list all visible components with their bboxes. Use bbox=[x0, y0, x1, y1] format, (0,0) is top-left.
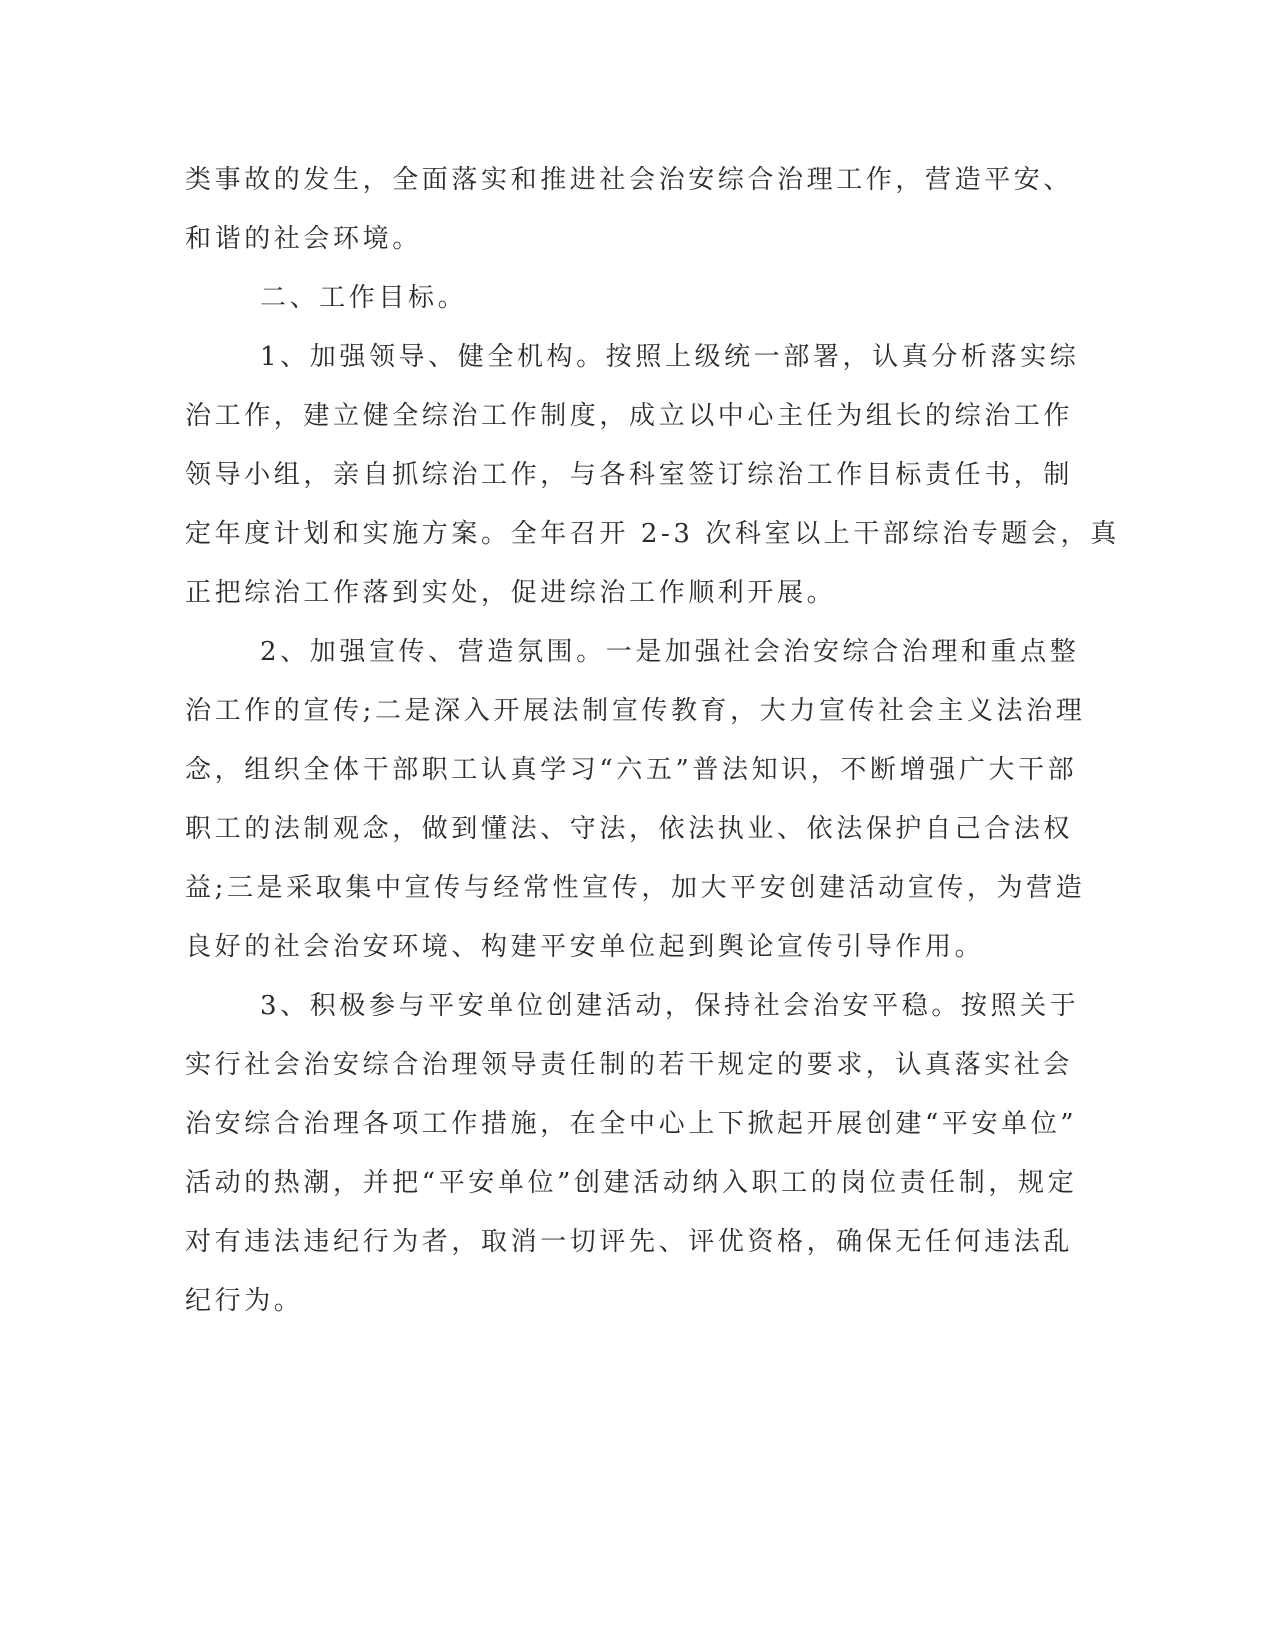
text-line: 3、积极参与平安单位创建活动，保持社会治安平稳。按照关于 bbox=[260, 991, 1080, 1021]
text-line: 念，组织全体干部职工认真学习“六五”普法知识，不断增强广大干部 bbox=[185, 755, 1078, 785]
text-line: 和谐的社会环境。 bbox=[185, 224, 422, 254]
text-line: 2、加强宣传、营造氛围。一是加强社会治安综合治理和重点整 bbox=[260, 637, 1080, 667]
text-line: 治安综合治理各项工作措施，在全中心上下掀起开展创建“平安单位” bbox=[185, 1109, 1078, 1139]
text-line: 活动的热潮，并把“平安单位”创建活动纳入职工的岗位责任制，规定 bbox=[185, 1168, 1078, 1198]
text-line: 定年度计划和实施方案。全年召开 2-3 次科室以上干部综治专题会，真 bbox=[185, 519, 1120, 549]
text-line: 治工作，建立健全综治工作制度，成立以中心主任为组长的综治工作 bbox=[185, 401, 1074, 431]
text-line: 纪行为。 bbox=[185, 1286, 304, 1316]
text-line: 领导小组，亲自抓综治工作，与各科室签订综治工作目标责任书，制 bbox=[185, 460, 1074, 490]
text-line: 职工的法制观念，做到懂法、守法，依法执业、依法保护自己合法权 bbox=[185, 814, 1074, 844]
text-line: 正把综治工作落到实处，促进综治工作顺利开展。 bbox=[185, 578, 837, 608]
section-heading: 二、工作目标。 bbox=[260, 283, 468, 313]
text-line: 1、加强领导、健全机构。按照上级统一部署，认真分析落实综 bbox=[260, 342, 1080, 372]
text-line: 益;三是采取集中宣传与经常性宣传，加大平安创建活动宣传，为营造 bbox=[185, 873, 1086, 903]
text-line: 实行社会治安综合治理领导责任制的若干规定的要求，认真落实社会 bbox=[185, 1050, 1074, 1080]
text-line: 治工作的宣传;二是深入开展法制宣传教育，大力宣传社会主义法治理 bbox=[185, 696, 1086, 726]
text-line: 良好的社会治安环境、构建平安单位起到舆论宣传引导作用。 bbox=[185, 932, 985, 962]
text-line: 类事故的发生，全面落实和推进社会治安综合治理工作，营造平安、 bbox=[185, 165, 1074, 195]
text-line: 对有违法违纪行为者，取消一切评先、评优资格，确保无任何违法乱 bbox=[185, 1227, 1074, 1257]
